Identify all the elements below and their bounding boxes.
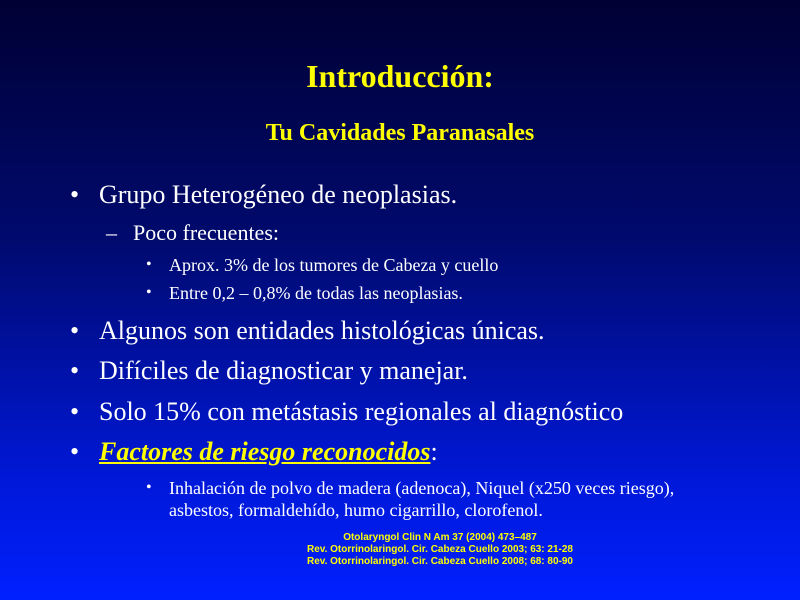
- reference-line: Otolaryngol Clin N Am 37 (2004) 473–487: [343, 532, 537, 543]
- dash-icon: –: [106, 220, 117, 245]
- bullet-text: Difíciles de diagnosticar y manejar.: [99, 356, 468, 385]
- bullet-icon: •: [146, 479, 152, 496]
- bullet-text: Solo 15% con metástasis regionales al diagnóstico: [99, 397, 624, 426]
- bullet-text: [99, 437, 438, 467]
- references: [0, 532, 800, 568]
- bullet-icon: •: [70, 437, 80, 466]
- slide-subtitle: Tu Cavidades Paranasales: [265, 120, 535, 146]
- reference-line: Rev. Otorrinolaringol. Cir. Cabeza Cuello 2008; 68: 80-90: [306, 556, 573, 567]
- bullet-icon: •: [70, 180, 80, 209]
- emphasis-text: Factores de riesgo reconocidos: [99, 437, 431, 466]
- slide-title: Introducción:: [306, 58, 494, 94]
- reference-line: Rev. Otorrinolaringol. Cir. Cabeza Cuello 2003; 63: 21-28: [306, 544, 573, 555]
- bullet-icon: •: [70, 356, 80, 385]
- bullet-icon: •: [146, 284, 152, 301]
- sub-sub-bullet-text: Inhalación de polvo de madera (adenoca), Niquel (x250 veces riesgo), asbestos, formaldehído, humo cigarrillo, clorofenol.: [169, 478, 675, 520]
- bullet-icon: •: [146, 256, 152, 273]
- sub-sub-bullet-text: Aprox. 3% de los tumores de Cabeza y cuello: [169, 255, 499, 275]
- bullet-icon: •: [70, 397, 80, 426]
- bullet-text: Algunos son entidades histológicas únicas.: [99, 316, 545, 345]
- bullet-icon: •: [70, 316, 80, 345]
- sub-sub-bullet-text: Entre 0,2 – 0,8% de todas las neoplasias.: [169, 283, 463, 303]
- bullet-text: Grupo Heterogéneo de neoplasias.: [99, 180, 458, 209]
- sub-bullet-text: Poco frecuentes:: [133, 220, 279, 245]
- emphasis-suffix: :: [430, 437, 438, 466]
